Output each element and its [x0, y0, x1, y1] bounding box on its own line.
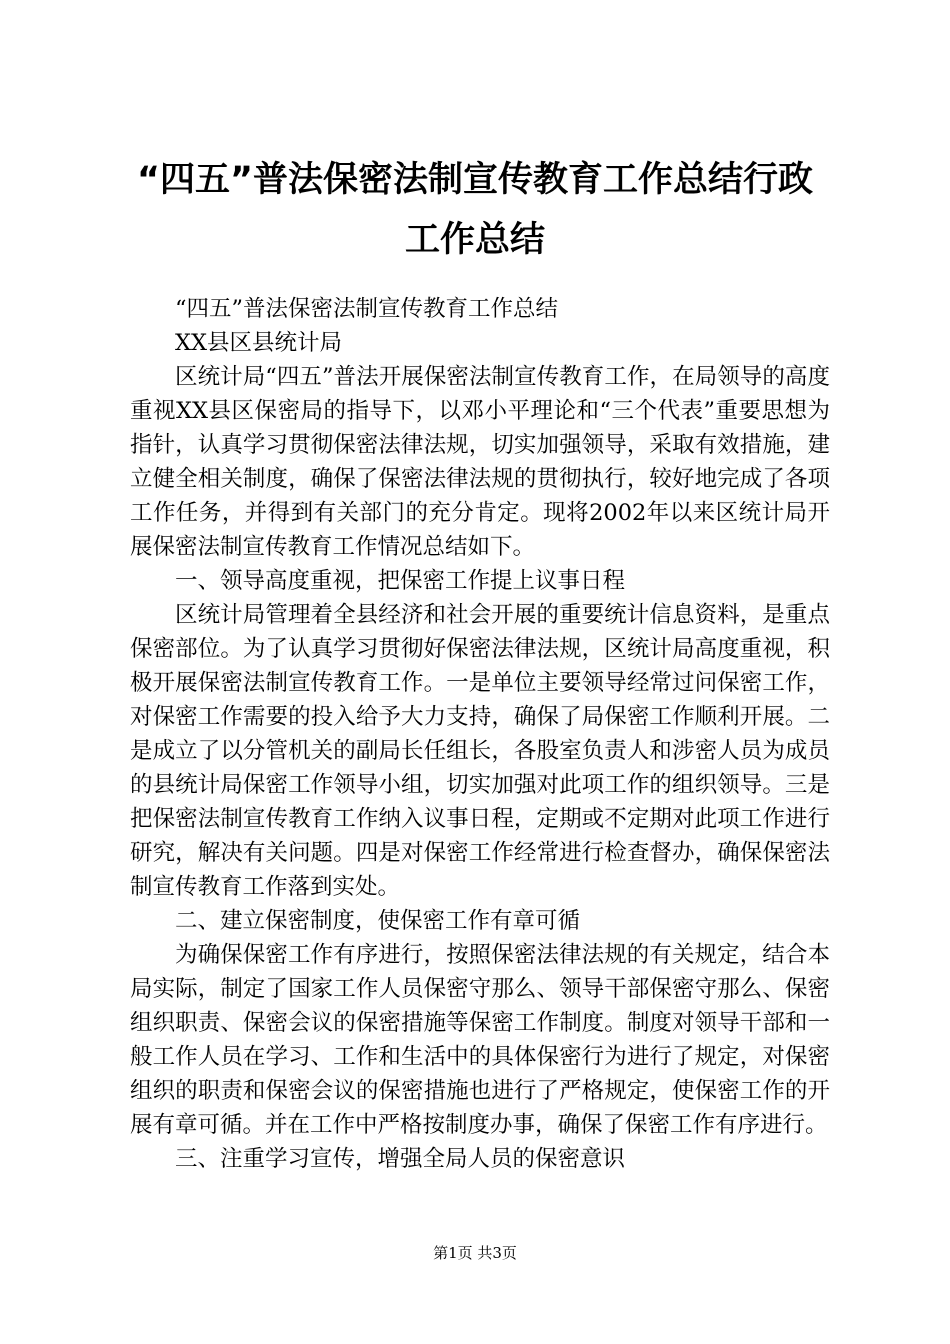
section-1-paragraph: 区统计局管理着全县经济和社会开展的重要统计信息资料，是重点保密部位。为了认真学习贯彻好保密法律法规，区统计局高度重视，积极开展保密法制宣传教育工作。一是单位主要领导经常过问保密工作，对保密工作需要的投入给予大力支持，确保了局保密工作顺利开展。二是成立了以分管机关的副局长任组长，各股室负责人和涉密人员为成员的县统计局保密工作领导小组，切实加强对此项工作的组织领导。三是把保密法制宣传教育工作纳入议事日程，定期或不定期对此项工作进行研究，解决有关问题。四是对保密工作经常进行检查督办，确保保密法制宣传教育工作落到实处。: [130, 602, 830, 900]
document-body: [130, 292, 830, 1176]
section-heading-1: 一、领导高度重视，把保密工作提上议事日程: [175, 568, 626, 594]
page-number: 第1页 共3页: [433, 1244, 517, 1262]
section-2-paragraph: 为确保保密工作有序进行，按照保密法律法规的有关规定，结合本局实际，制定了国家工作人员保密守那么、领导干部保密守那么、保密组织职责、保密会议的保密措施等保密工作制度。制度对领导干部和一般工作人员在学习、工作和生活中的具体保密行为进行了规定，对保密组织的职责和保密会议的保密措施也进行了严格规定，使保密工作的开展有章可循。并在工作中严格按制度办事，确保了保密工作有序进行。: [130, 942, 830, 1138]
document-title-line-2: 工作总结: [404, 220, 545, 260]
section-heading-2: 二、建立保密制度，使保密工作有章可循: [175, 908, 581, 934]
subtitle-paragraph: “四五”普法保密法制宣传教育工作总结: [175, 296, 559, 322]
intro-paragraph: 区统计局“四五”普法开展保密法制宣传教育工作，在局领导的高度重视XX县区保密局的指导下，以邓小平理论和“三个代表”重要思想为指针，认真学习贯彻保密法律法规，切实加强领导，采取有效措施，建立健全相关制度，确保了保密法律法规的贯彻执行，较好地完成了各项工作任务，并得到有关部门的充分肯定。现将2002年以来区统计局开展保密法制宣传教育工作情况总结如下。: [130, 364, 830, 560]
author-paragraph: XX县区县统计局: [175, 330, 343, 356]
document-title-line-1: “四五”普法保密法制宣传教育工作总结行政: [136, 160, 813, 200]
section-heading-3: 三、注重学习宣传，增强全局人员的保密意识: [175, 1146, 626, 1172]
